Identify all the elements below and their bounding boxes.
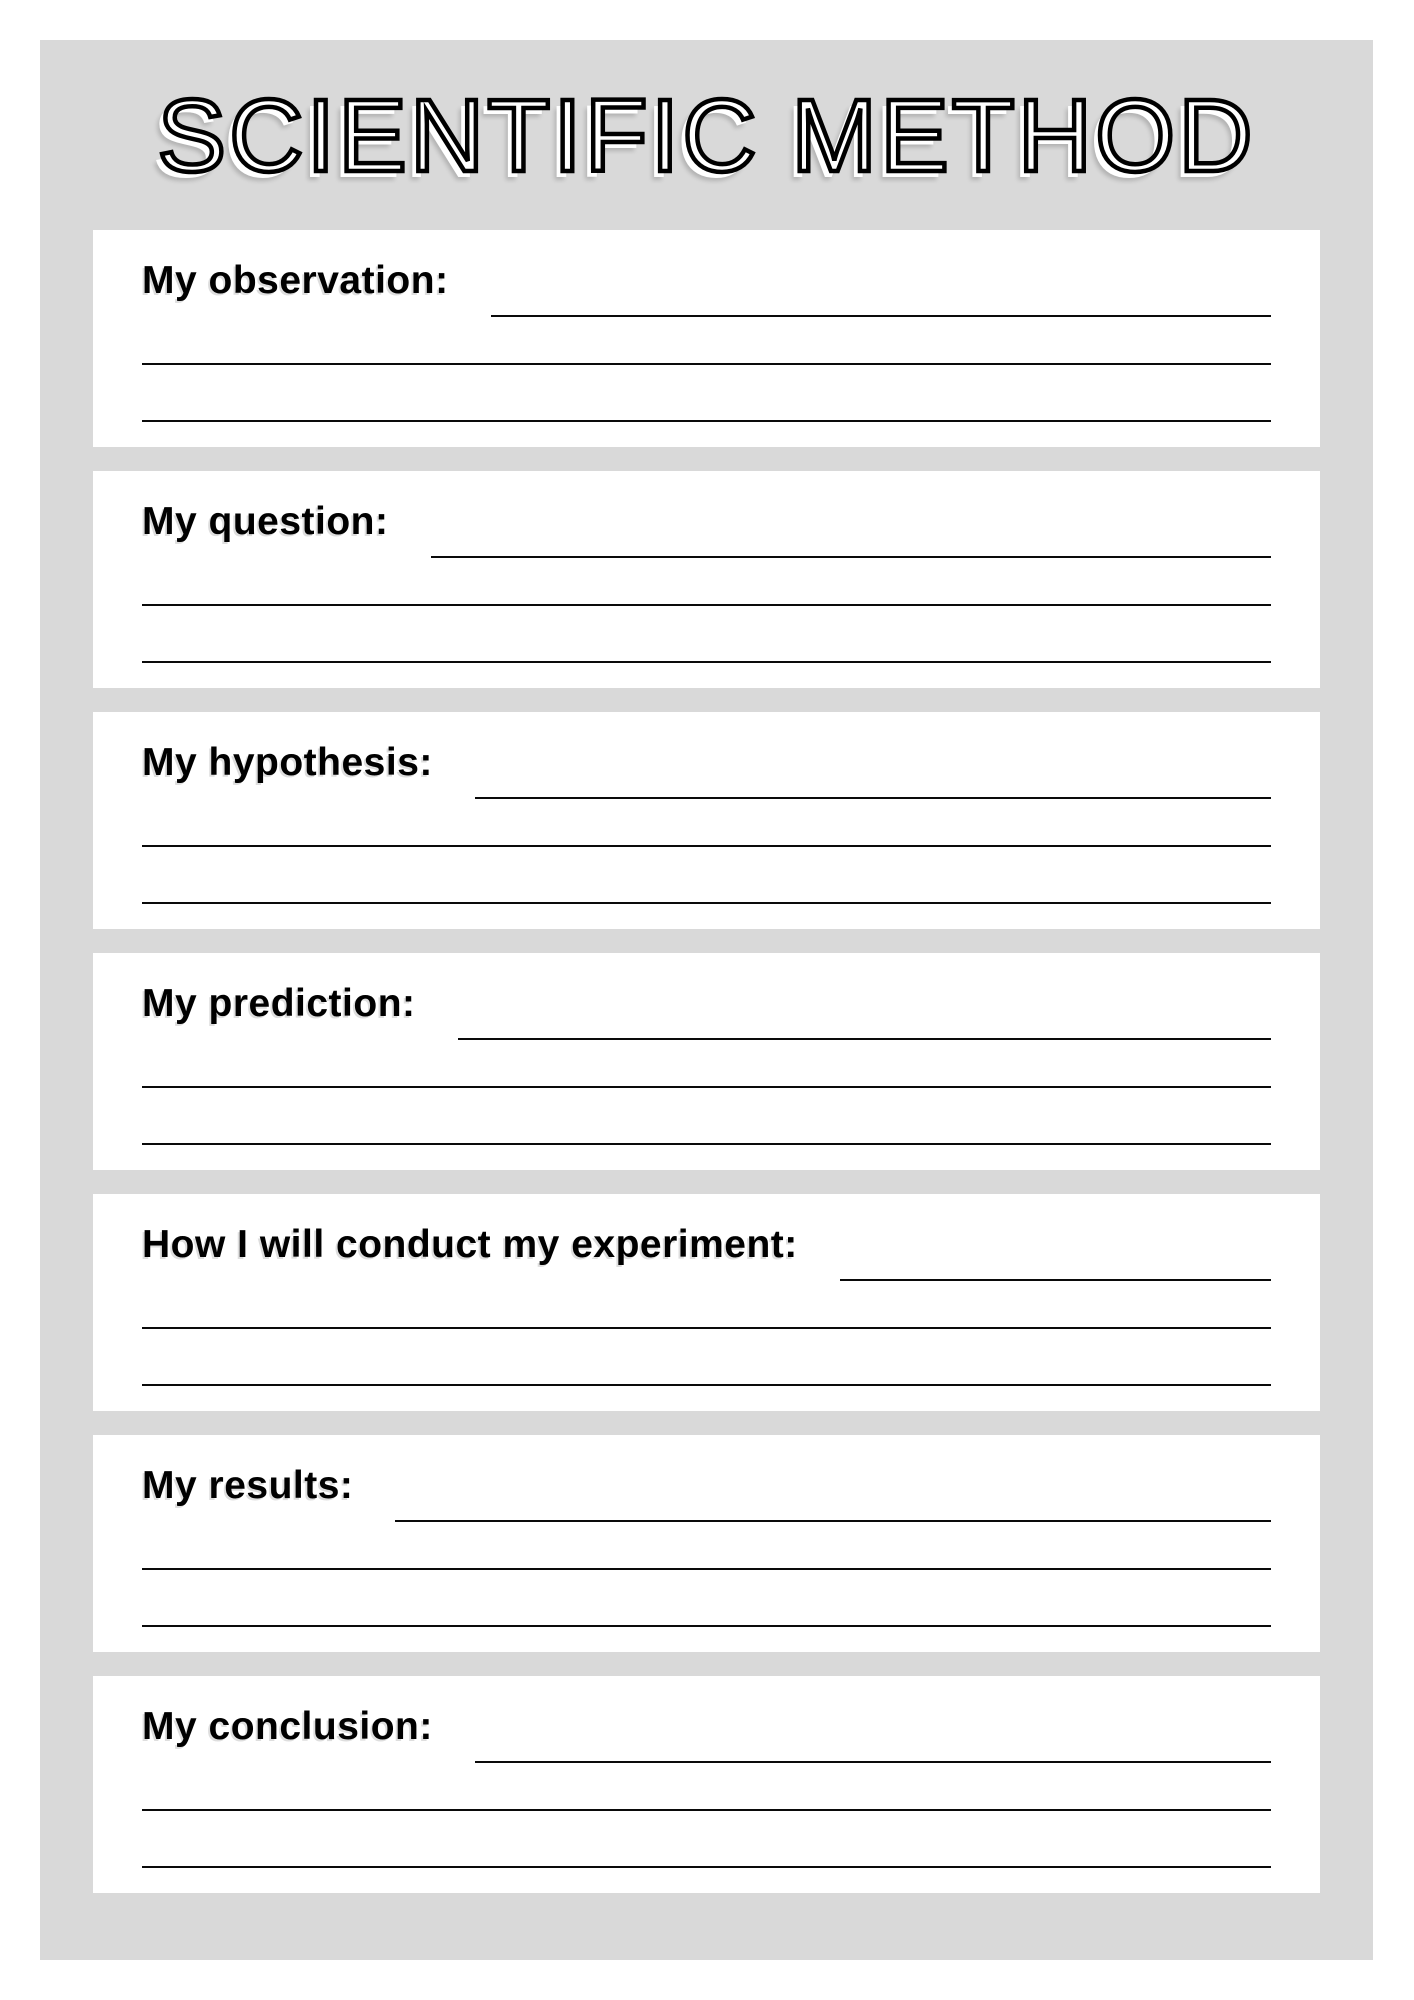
page-title: SCIENTIFIC METHOD (157, 77, 1256, 193)
section-label-row (142, 1465, 1271, 1508)
section-label: My hypothesis: (142, 741, 433, 784)
answer-line[interactable] (142, 1086, 1271, 1088)
title-strip (40, 40, 1373, 230)
answer-line-inline[interactable] (458, 1036, 1271, 1040)
answer-line[interactable] (142, 1327, 1271, 1329)
section-label: My results: (142, 1464, 354, 1507)
section-label: How I will conduct my experiment: (142, 1223, 798, 1266)
section-label-row (142, 501, 1271, 544)
section-label-row (142, 260, 1271, 303)
section-label-row (142, 983, 1271, 1026)
section-label: My prediction: (142, 982, 416, 1025)
section-label-row (142, 742, 1271, 785)
answer-line-inline[interactable] (840, 1277, 1271, 1281)
section-card (93, 953, 1320, 1170)
sections-container (93, 230, 1320, 1893)
answer-line-inline[interactable] (491, 313, 1271, 317)
section-label-row (142, 1706, 1271, 1749)
answer-line[interactable] (142, 1809, 1271, 1811)
answer-line[interactable] (142, 1143, 1271, 1145)
answer-line-inline[interactable] (431, 554, 1272, 558)
answer-line[interactable] (142, 420, 1271, 422)
answer-line[interactable] (142, 1866, 1271, 1868)
answer-line[interactable] (142, 845, 1271, 847)
section-card (93, 712, 1320, 929)
section-label: My observation: (142, 259, 449, 302)
section-card (93, 1194, 1320, 1411)
answer-line[interactable] (142, 1384, 1271, 1386)
section-label-row (142, 1224, 1271, 1267)
answer-line[interactable] (142, 604, 1271, 606)
answer-line-inline[interactable] (475, 1759, 1271, 1763)
section-card (93, 1435, 1320, 1652)
answer-line[interactable] (142, 661, 1271, 663)
answer-line[interactable] (142, 363, 1271, 365)
section-card (93, 471, 1320, 688)
section-card (93, 1676, 1320, 1893)
answer-line[interactable] (142, 1625, 1271, 1627)
section-label: My question: (142, 500, 389, 543)
answer-line-inline[interactable] (475, 795, 1271, 799)
section-card (93, 230, 1320, 447)
answer-line[interactable] (142, 1568, 1271, 1570)
section-label: My conclusion: (142, 1705, 433, 1748)
answer-line[interactable] (142, 902, 1271, 904)
answer-line-inline[interactable] (395, 1518, 1271, 1522)
worksheet-panel (40, 40, 1373, 1960)
